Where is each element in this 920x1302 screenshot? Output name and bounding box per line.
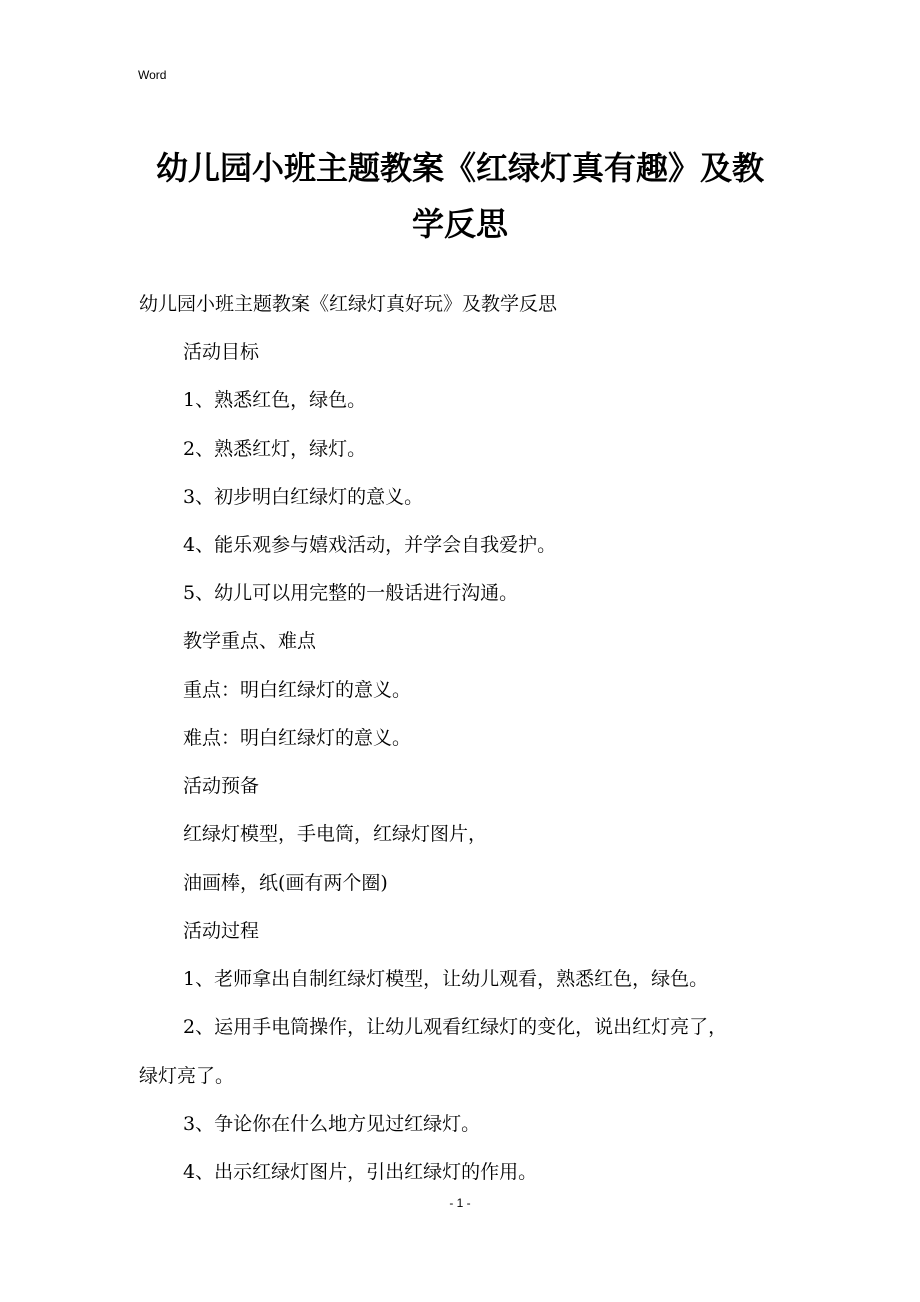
goal-item: 1、熟悉红色，绿色。 — [183, 389, 367, 411]
subtitle: 幼儿园小班主题教案《红绿灯真好玩》及教学反思 — [139, 293, 558, 315]
document-title — [120, 140, 800, 252]
process-step-4: 4、出示红绿灯图片，引出红绿灯的作用。 — [183, 1161, 538, 1183]
process-step-1: 1、老师拿出自制红绿灯模型，让幼儿观看，熟悉红色，绿色。 — [183, 968, 709, 990]
goal-item: 3、初步明白红绿灯的意义。 — [183, 486, 424, 508]
title-line-1: 幼儿园小班主题教案《红绿灯真有趣》及教 — [155, 149, 764, 187]
prep-item: 油画棒，纸(画有两个圈) — [183, 872, 388, 894]
title-line-2: 学反思 — [411, 205, 508, 243]
key-heading: 教学重点、难点 — [183, 630, 317, 652]
difficult-point: 难点：明白红绿灯的意义。 — [183, 727, 412, 749]
prep-heading: 活动预备 — [183, 775, 260, 797]
process-heading: 活动过程 — [183, 920, 260, 942]
goal-item: 5、幼儿可以用完整的一般话进行沟通。 — [183, 582, 519, 604]
process-step-3: 3、争论你在什么地方见过红绿灯。 — [183, 1113, 481, 1135]
header-label: Word — [138, 68, 167, 82]
goals-heading: 活动目标 — [183, 341, 260, 363]
goal-item: 4、能乐观参与嬉戏活动，并学会自我爱护。 — [183, 534, 557, 556]
goal-item: 2、熟悉红灯，绿灯。 — [183, 438, 367, 460]
process-step-2: 2、运用手电筒操作，让幼儿观看红绿灯的变化，说出红灯亮了， — [183, 1016, 728, 1038]
page-number: - 1 - — [449, 1196, 471, 1210]
process-step-2-continuation: 绿灯亮了。 — [139, 1065, 235, 1087]
prep-item: 红绿灯模型，手电筒，红绿灯图片， — [183, 823, 488, 845]
key-point: 重点：明白红绿灯的意义。 — [183, 679, 412, 701]
